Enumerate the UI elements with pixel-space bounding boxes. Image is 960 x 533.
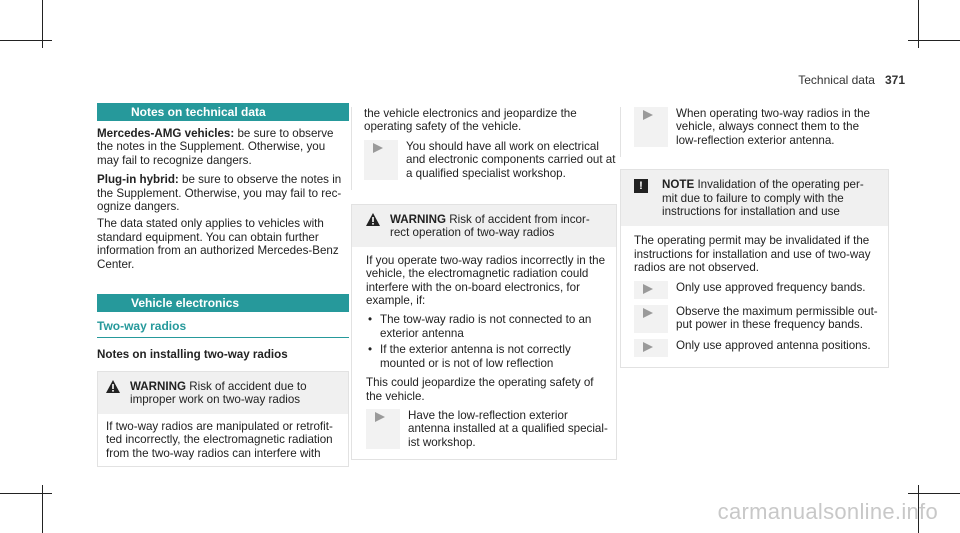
running-head xyxy=(798,73,905,87)
step-arrow-icon xyxy=(643,342,653,352)
instruction-step: Have the low‑reflection exterior antenna installed at a qualified special- ist workshop. xyxy=(366,409,608,449)
section-bar-technical-data: Notes on technical data xyxy=(97,103,349,121)
crop-mark xyxy=(908,40,960,41)
warning-body: If two‑way radios are manipulated or retrofit- ted incorrectly, the electromagnetic radiation from the two‑way radios can interfere with xyxy=(106,419,333,460)
list-item: • The tow‑way radio is not connected to an exterior antenna xyxy=(366,313,608,340)
note-body: The operating permit may be invalidated if the instructions for installation and use of two‑way radios are not observed. xyxy=(634,234,871,275)
step-arrow-icon xyxy=(643,284,653,294)
step-arrow-icon xyxy=(375,412,385,422)
warning-heading: WARNING Risk of accident due to improper work on two‑way radios xyxy=(130,379,307,407)
instruction-step: When operating two‑way radios in the vehicle, always connect them to the low‑reflection exterior antenna. xyxy=(634,107,889,147)
note-heading: NOTE Invalidation of the operating per- mit due to failure to comply with the instructions for installation and use xyxy=(662,178,864,219)
subheading-two-way-radios: Two‑way radios xyxy=(97,320,349,338)
paragraph-hybrid: Plug‑in hybrid: be sure to observe the notes in the Supplement. Otherwise, you may fail to rec- ognize dangers. xyxy=(97,173,342,214)
step-arrow-icon xyxy=(643,308,653,318)
instruction-step: Only use approved frequency bands. xyxy=(634,281,880,299)
section-name: Technical data xyxy=(798,73,875,87)
crop-mark xyxy=(0,40,52,41)
step-arrow-icon xyxy=(373,143,383,153)
warning-body: If you operate two‑way radios incorrectly in the vehicle, the electromagnetic radiation could interfere with the on‑board electronics, for example, if: xyxy=(366,253,606,308)
crop-mark xyxy=(908,493,960,494)
note-box xyxy=(620,169,889,367)
watermark: carmanualsonline.info xyxy=(717,499,938,524)
instruction-step: Only use approved antenna positions. xyxy=(634,339,880,357)
warning-consequence: This could jeopardize the operating safety of the vehicle. xyxy=(366,376,594,403)
warning-triangle-icon xyxy=(366,213,384,240)
section-bar-vehicle-electronics: Vehicle electronics xyxy=(97,294,349,312)
warning-continued: the vehicle electronics and jeopardize the operating safety of the vehicle. xyxy=(364,107,577,134)
instruction-step: Observe the maximum permissible out- put power in these frequency bands. xyxy=(634,305,880,333)
exclamation-icon: ! xyxy=(634,179,648,193)
warning-box xyxy=(97,371,349,467)
step-arrow-icon xyxy=(643,110,653,120)
condition-list xyxy=(366,313,608,370)
column-3 xyxy=(633,107,889,368)
column-1 xyxy=(97,103,349,467)
paragraph-standard-equipment: The data stated only applies to vehicles with standard equipment. You can obtain further information from an authorized Mercedes‑Benz Center. xyxy=(97,217,339,271)
instruction-step: You should have all work on electrical and electronic components carried out at a qualified specialist workshop. xyxy=(364,140,617,180)
paragraph-amg: Mercedes‑AMG vehicles: be sure to observe the notes in the Supplement. Otherwise, you may fail to recognize dangers. xyxy=(97,127,334,167)
column-2 xyxy=(365,107,617,460)
heading-installing-radios: Notes on installing two‑way radios xyxy=(97,348,288,362)
crop-mark xyxy=(0,493,52,494)
page-number: 371 xyxy=(884,73,905,87)
warning-heading: WARNING Risk of accident from incor- rect operation of two‑way radios xyxy=(390,213,590,240)
list-item: • If the exterior antenna is not correctly mounted or is not of low reflection xyxy=(366,343,608,370)
warning-triangle-icon xyxy=(106,380,124,407)
warning-box-2 xyxy=(351,204,617,460)
